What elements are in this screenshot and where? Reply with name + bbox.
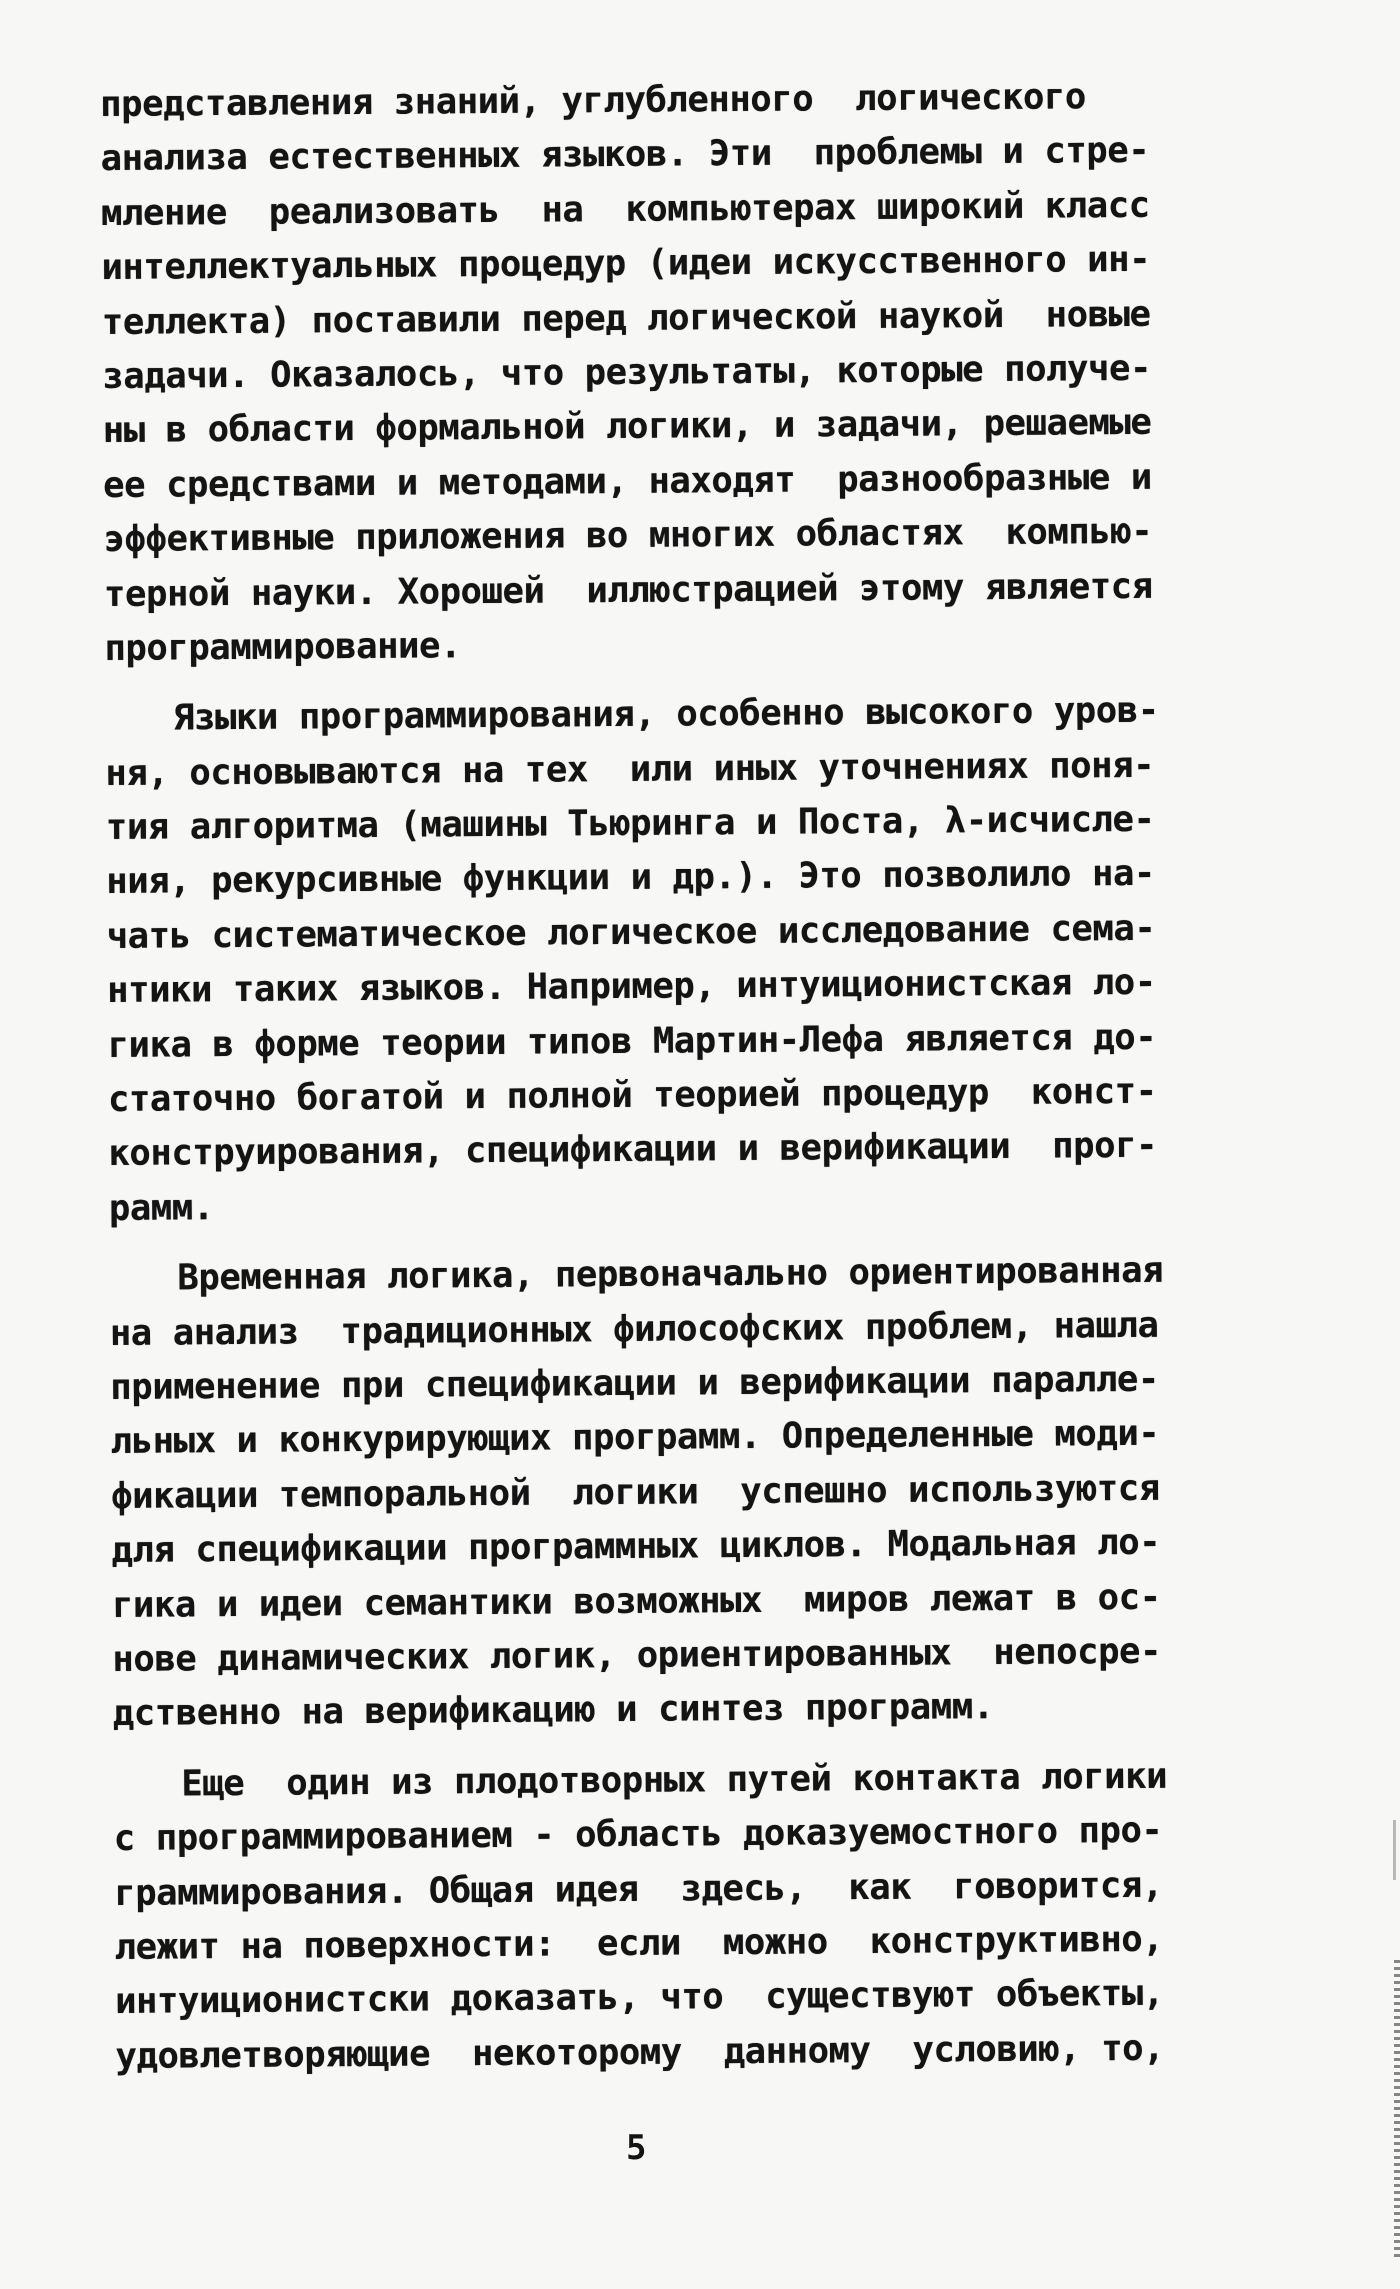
text-line: ее средствами и методами, находят разнообразные и xyxy=(103,456,1152,506)
text-line: лежит на поверхности: если можно конструктивно, xyxy=(114,1918,1164,1968)
text-line: Временная логика, первоначально ориентированная xyxy=(177,1249,1164,1299)
text-line: терной науки. Хорошей иллюстрацией этому является xyxy=(103,565,1153,615)
text-line: статочно богатой и полной теорией процедур конст- xyxy=(107,1070,1157,1120)
text-line: нове динамических логик, ориентированных непосре- xyxy=(112,1630,1162,1680)
text-line: фикации темпоральной логики успешно используются xyxy=(110,1467,1160,1517)
text-line: удовлетворяющие некоторому данному условию, то, xyxy=(115,2027,1165,2077)
paragraph-1 xyxy=(100,69,1265,676)
text-line: нтики таких языков. Например, интуиционистская ло- xyxy=(107,961,1156,1012)
scan-edge-mark xyxy=(1394,1960,1400,2260)
text-line: интуиционистски доказать, что существуют объекты, xyxy=(114,1972,1164,2023)
text-line: граммирования. Общая идея здесь, как говорится, xyxy=(114,1864,1164,1914)
text-line: задачи. Оказалось, что результаты, которые получе- xyxy=(102,347,1152,397)
text-line: Языки программирования, особенно высокого уров- xyxy=(172,690,1159,739)
scan-edge-mark xyxy=(1393,1820,1396,1880)
page-number: 5 xyxy=(626,2128,647,2168)
paragraph-3 xyxy=(109,1243,1273,1742)
text-line: эффективные приложения во многих областях компью- xyxy=(103,510,1153,561)
paragraph-2 xyxy=(105,683,1269,1236)
text-line: анализа естественных языков. Эти проблемы и стре- xyxy=(100,130,1150,180)
text-line: ния, рекурсивные функции и др.). Это позволило на- xyxy=(106,853,1156,903)
text-line: применение при спецификации и верификации паралле- xyxy=(110,1358,1160,1408)
text-line: на анализ традиционных философских проблем, нашла xyxy=(109,1304,1159,1354)
text-line: для спецификации программных циклов. Модальная ло- xyxy=(111,1521,1161,1572)
text-line: гика в форме теории типов Мартин-Лефа является до- xyxy=(107,1016,1157,1066)
body-text xyxy=(100,69,1276,2084)
text-line: представления знаний, углубленного логического xyxy=(100,76,1087,125)
text-line: программирование. xyxy=(104,625,462,669)
text-line: льных и конкурирующих программ. Определенные моди- xyxy=(110,1413,1160,1463)
text-line: дственно на верификацию и синтез программ. xyxy=(112,1686,994,1735)
text-line: с программированием - область доказуемостного про- xyxy=(113,1809,1163,1860)
text-line: чать систематическое логическое исследование сема- xyxy=(106,907,1156,957)
text-line: Еще один из плодотворных путей контакта логики xyxy=(181,1755,1168,1805)
text-line: интеллектуальных процедур (идеи искусственного ин- xyxy=(101,238,1151,289)
paragraph-4 xyxy=(113,1749,1276,2084)
text-line: гика и идеи семантики возможных миров лежат в ос- xyxy=(111,1576,1161,1626)
text-line: ня, основываются на тех или иных уточнениях поня- xyxy=(105,744,1155,794)
text-line: ны в области формальной логики, и задачи, решаемые xyxy=(102,402,1152,452)
text-line: конструирования, спецификации и верификации прог- xyxy=(108,1125,1158,1175)
text-line: рамм. xyxy=(108,1186,214,1229)
text-line: мление реализовать на компьютерах широкий класс xyxy=(100,184,1150,234)
text-line: тия алгоритма (машины Тьюринга и Поста, λ-исчисле- xyxy=(105,798,1155,849)
text-line: теллекта) поставили перед логической наукой новые xyxy=(101,293,1151,343)
